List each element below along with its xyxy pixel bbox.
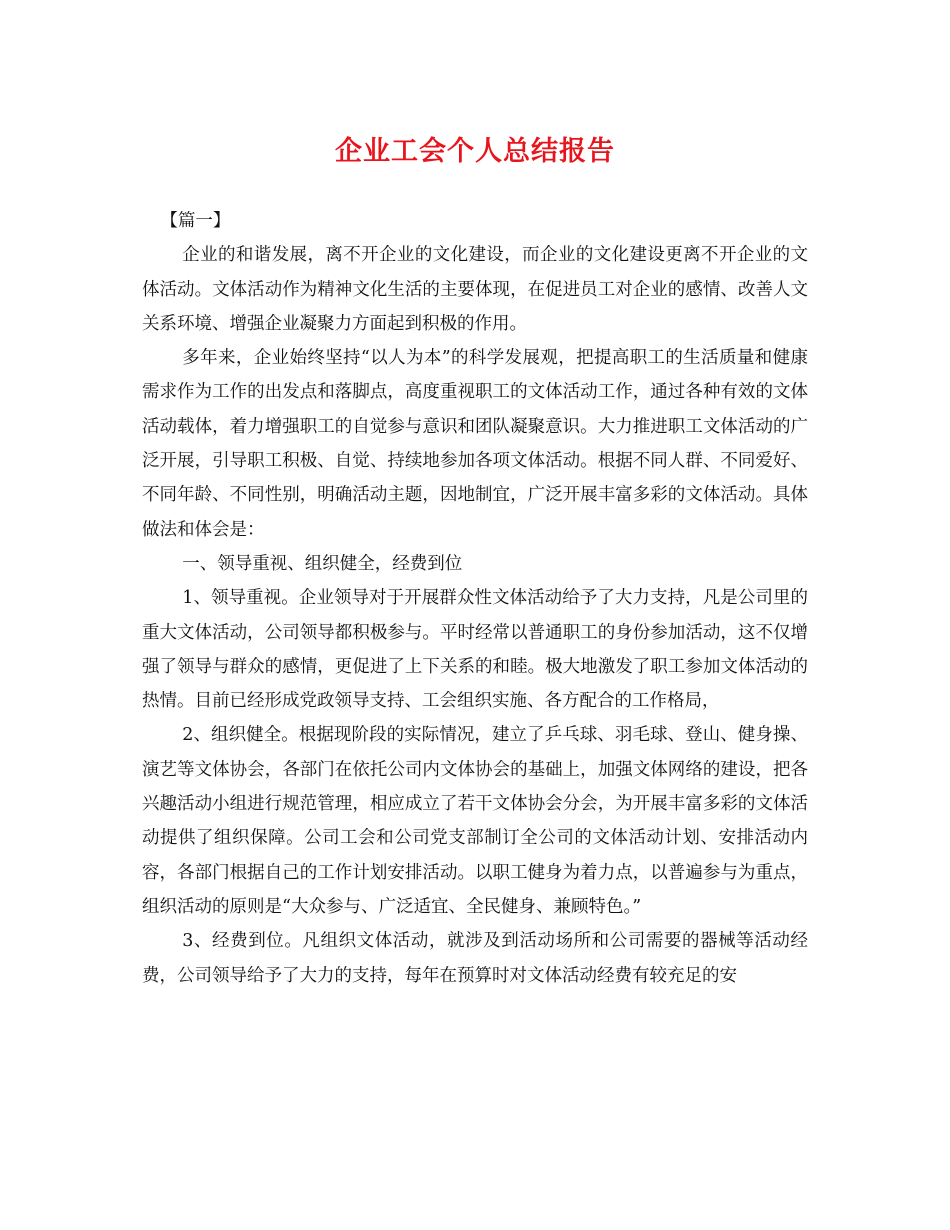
paragraph-organization: 2、组织健全。根据现阶段的实际情况，建立了乒乓球、羽毛球、登山、健身操、演艺等文体协会，各部门在依托公司内文体协会的基础上，加强文体网络的建设，把各兴趣活动小组进行规范管理，相应成立了若干文体协会分会，为开展丰富多彩的文体活动提供了组织保障。公司工会和公司党支部制订全公司的文体活动计划、安排活动内容，各部门根据自己的工作计划安排活动。以职工健身为着力点，以普遍参与为重点，组织活动的原则是“大众参与、广泛适宜、全民健身、兼顾特色。” [142, 725, 808, 917]
section-label: 【篇一】 [160, 211, 231, 231]
document-body [142, 204, 808, 993]
paragraph-overview: 多年来，企业始终坚持“以人为本”的科学发展观，把提高职工的生活质量和健康需求作为工作的出发点和落脚点，高度重视职工的文体活动工作，通过各种有效的文体活动载体，着力增强职工的自觉参与意识和团队凝聚意识。大力推进职工文体活动的广泛开展，引导职工积极、自觉、持续地参加各项文体活动。根据不同人群、不同爱好、不同年龄、不同性别，明确活动主题，因地制宜，广泛开展丰富多彩的文体活动。具体做法和体会是： [142, 348, 808, 540]
document-title: 企业工会个人总结报告 [335, 136, 615, 167]
section-heading: 一、领导重视、组织健全，经费到位 [182, 553, 463, 574]
paragraph-funding: 3、经费到位。凡组织文体活动，就涉及到活动场所和公司需要的器械等活动经费，公司领导给予了大力的支持，每年在预算时对文体活动经费有较充足的安 [142, 931, 808, 986]
paragraph-intro: 企业的和谐发展，离不开企业的文化建设，而企业的文化建设更离不开企业的文体活动。文体活动作为精神文化生活的主要体现，在促进员工对企业的感情、改善人文关系环境、增强企业凝聚力方面起到积极的作用。 [142, 245, 808, 334]
paragraph-leadership: 1、领导重视。企业领导对于开展群众性文体活动给予了大力支持，凡是公司里的重大文体活动，公司领导都积极参与。平时经常以普通职工的身份参加活动，这不仅增强了领导与群众的感情，更促进了上下关系的和睦。极大地激发了职工参加文体活动的热情。目前已经形成党政领导支持、工会组织实施、各方配合的工作格局， [142, 588, 808, 712]
